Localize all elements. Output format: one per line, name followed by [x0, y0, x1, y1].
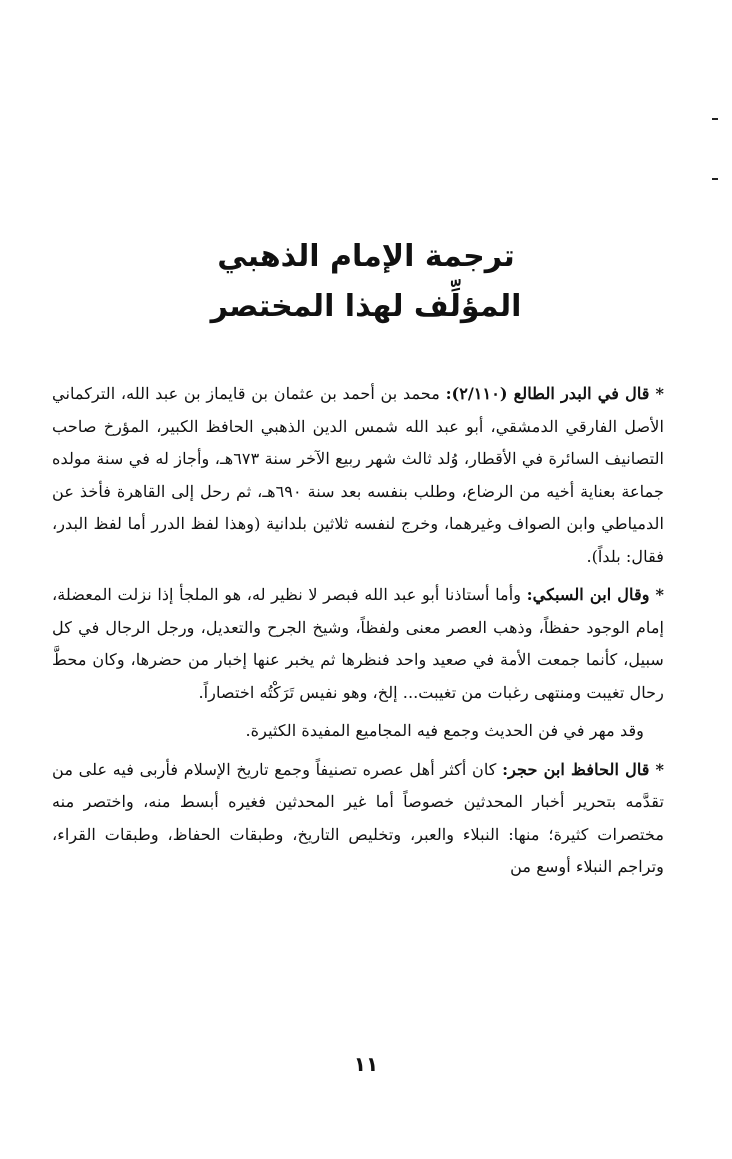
paragraph-lead: قال الحافظ ابن حجر: — [502, 759, 650, 779]
asterisk-marker: * — [655, 585, 664, 604]
paragraph — [52, 715, 664, 748]
paragraph-lead: قال في البدر الطالع (٢/١١٠): — [445, 384, 650, 403]
page-number: ١١ — [353, 1052, 379, 1076]
paragraph-text: محمد بن أحمد بن عثمان بن قايماز بن عبد الله، التركماني الأصل الفارقي الدمشقي، أبو عبد الله شمس الدين الذهبي الحافظ الكبير، المؤرخ صاحب التصانيف السائرة في الأقطار، وُلد ثالث شهر ربيع الآخر سنة ٦٧٣هـ، وأجاز له في سنة مولده جماعة بعناية أخيه من الرضاع، وطلب بنفسه بعد سنة ٦٩٠هـ، ثم رحل إلى القاهرة فأخذ عن الدمياطي وابن الصواف وغيرهما، وخرج لنفسه ثلاثين بلدانية (وهذا لفظ الدرر أما لفظ البدر، فقال: بلداً). — [52, 384, 664, 566]
paragraph — [52, 378, 664, 573]
paragraph-text: كان أكثر أهل عصره تصنيفاً وجمع تاريخ الإسلام فأربى فيه على من تقدَّمه بتحرير أخبار المحدثين خصوصاً أما غير المحدثين فغيره أبسط منه، واختصر منه مختصرات كثيرة؛ منها: النبلاء والعبر، وتخليص التاريخ، وطبقات الحفاظ، وطبقات القراء، وتراجم النبلاء أوسع من — [52, 759, 664, 876]
paragraph — [52, 579, 664, 709]
chapter-title — [0, 232, 732, 332]
paragraph-text: وقد مهر في فن الحديث وجمع فيه المجاميع المفيدة الكثيرة. — [245, 721, 644, 740]
title-line-1: ترجمة الإمام الذهبي — [217, 239, 515, 274]
margin-mark — [712, 178, 718, 180]
asterisk-marker: * — [655, 759, 664, 779]
margin-mark — [712, 118, 718, 120]
paragraph — [52, 754, 664, 884]
body-text — [52, 378, 664, 884]
paragraph-lead: وقال ابن السبكي: — [526, 585, 650, 604]
title-line-2: المؤلِّف لهذا المختصر — [210, 289, 522, 324]
asterisk-marker: * — [655, 384, 664, 403]
paragraph-text: وأما أستاذنا أبو عبد الله فبصر لا نظير له، هو الملجأ إذا نزلت المعضلة، إمام الوجود حفظاً، وذهب العصر معنى ولفظاً، وشيخ الجرح والتعديل، ورجل الرجال في كل سبيل، كأنما جمعت الأمة في صعيد واحد فنظرها ثم يخبر عنها إخبار من حضرها، وكان محطَّ رحال تغيبت ومنتهى رغبات من تغيبت... إلخ، وهو نفيس تَرَكْتُه اختصاراً. — [52, 585, 664, 702]
